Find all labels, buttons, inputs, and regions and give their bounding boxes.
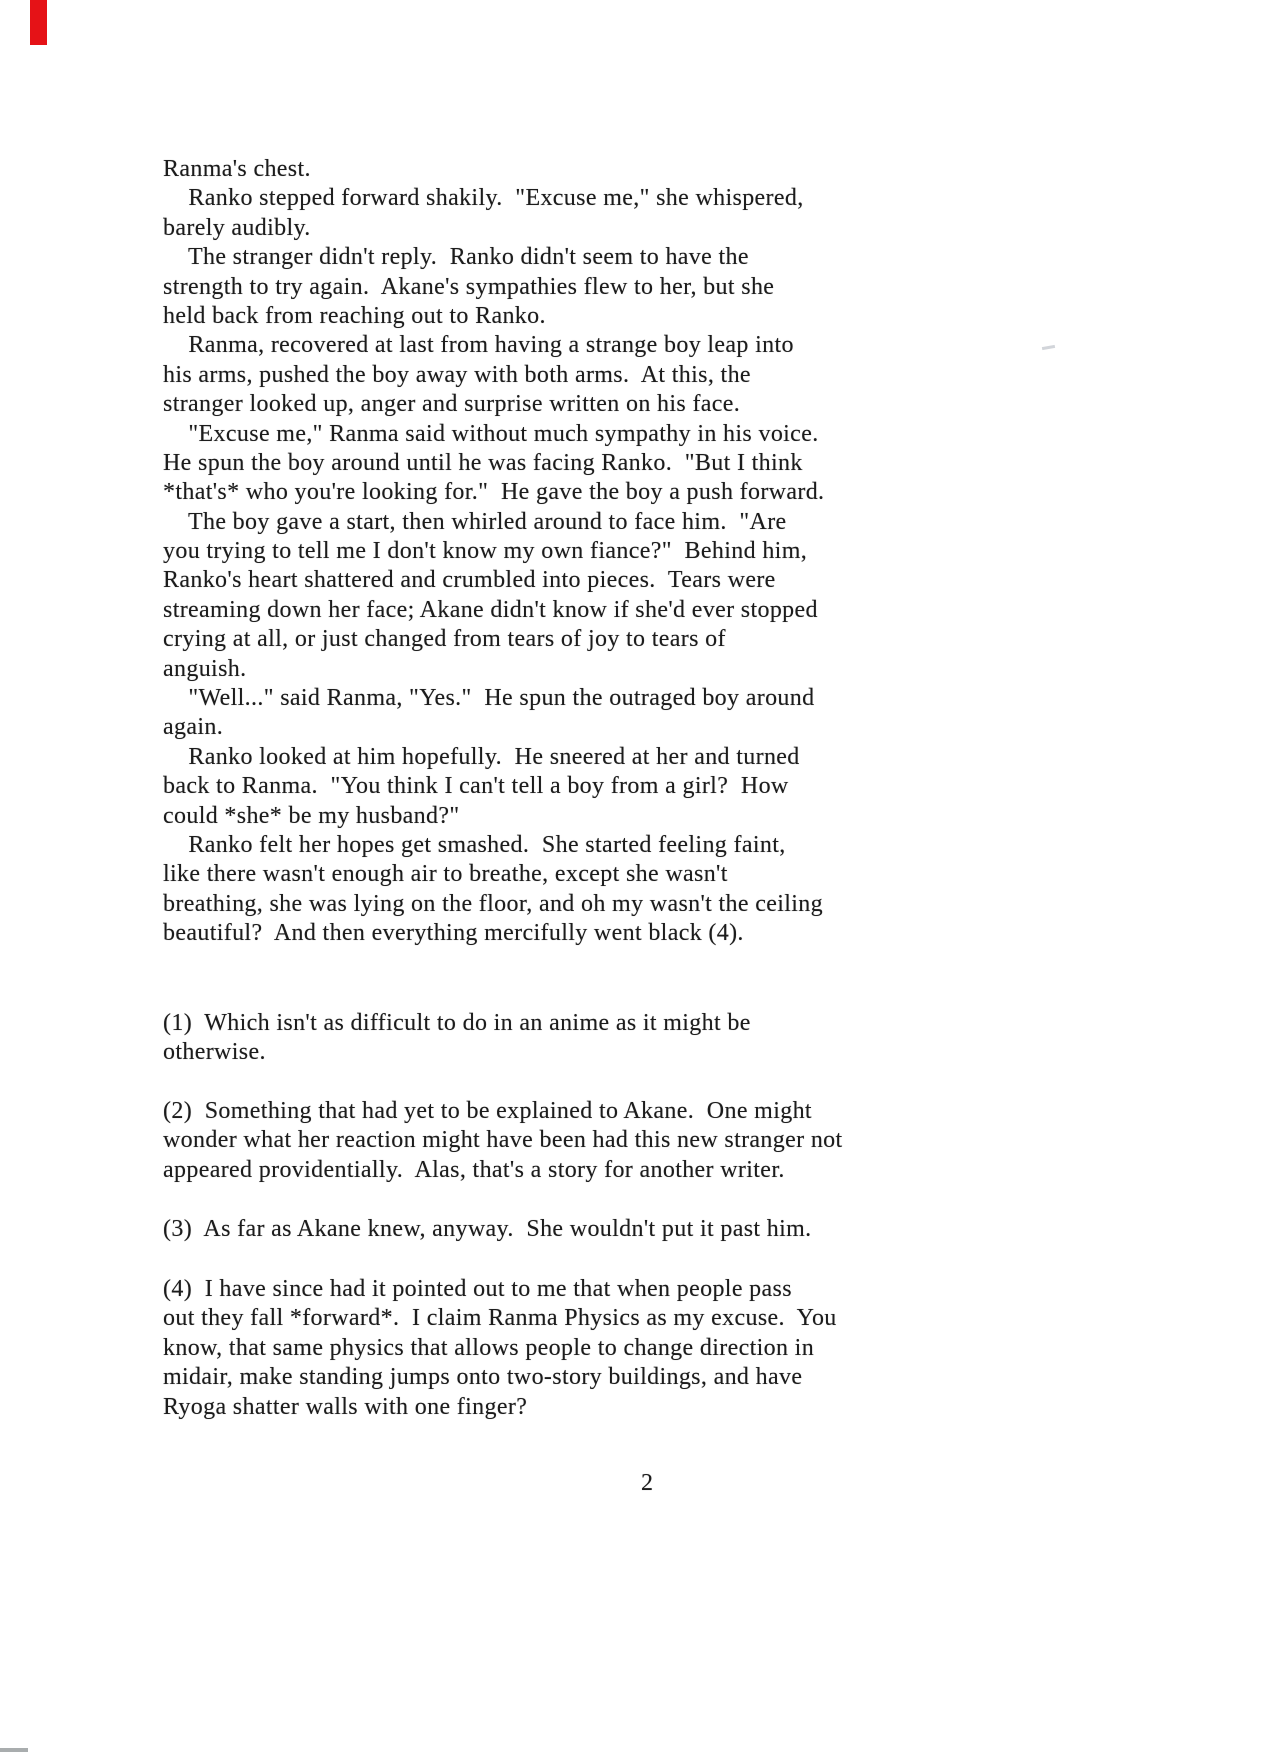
text-line: Ranko stepped forward shakily. "Excuse me," she whispered, xyxy=(163,185,804,212)
text-line: (2) Something that had yet to be explained to Akane. One might xyxy=(163,1098,812,1124)
footnote-2 xyxy=(163,1097,943,1185)
scan-artifact-corner-line xyxy=(0,1748,28,1752)
text-line: (4) I have since had it pointed out to me that when people pass xyxy=(163,1276,792,1302)
text-line: could *she* be my husband?" xyxy=(163,802,460,829)
scan-artifact-dash xyxy=(1042,345,1055,350)
text-line: anguish. xyxy=(163,655,247,682)
text-line: barely audibly. xyxy=(163,214,311,241)
footnote-1 xyxy=(163,1009,943,1068)
text-line: out they fall *forward*. I claim Ranma Physics as my excuse. You xyxy=(163,1305,837,1332)
footnote-3 xyxy=(163,1215,943,1244)
story-body-text xyxy=(163,155,943,949)
text-line: held back from reaching out to Ranko. xyxy=(163,302,546,329)
text-line: streaming down her face; Akane didn't know if she'd ever stopped xyxy=(163,596,818,623)
text-line: again. xyxy=(163,714,224,741)
footnote-4 xyxy=(163,1275,943,1422)
text-line: strength to try again. Akane's sympathies flew to her, but she xyxy=(163,273,775,300)
text-line: The boy gave a start, then whirled around to face him. "Are xyxy=(163,508,787,535)
text-line: beautiful? And then everything mercifully went black (4). xyxy=(163,920,744,947)
text-line: Ranko felt her hopes get smashed. She started feeling faint, xyxy=(163,831,786,858)
text-line: (3) As far as Akane knew, anyway. She wouldn't put it past him. xyxy=(163,1216,812,1242)
text-line: his arms, pushed the boy away with both arms. At this, the xyxy=(163,361,751,388)
text-line: appeared providentially. Alas, that's a story for another writer. xyxy=(163,1156,785,1183)
text-line: Ranko's heart shattered and crumbled into pieces. Tears were xyxy=(163,567,776,594)
text-line: "Well..." said Ranma, "Yes." He spun the outraged boy around xyxy=(163,685,815,712)
text-line: Ranma, recovered at last from having a strange boy leap into xyxy=(163,332,794,359)
text-line: back to Ranma. "You think I can't tell a boy from a girl? How xyxy=(163,773,789,800)
text-line: Ranma's chest. xyxy=(163,156,311,182)
text-line: midair, make standing jumps onto two-story buildings, and have xyxy=(163,1364,803,1391)
text-line: (1) Which isn't as difficult to do in an anime as it might be xyxy=(163,1010,751,1036)
text-line: stranger looked up, anger and surprise written on his face. xyxy=(163,391,741,418)
text-line: The stranger didn't reply. Ranko didn't seem to have the xyxy=(163,244,749,271)
text-line: wonder what her reaction might have been had this new stranger not xyxy=(163,1127,843,1154)
text-line: know, that same physics that allows people to change direction in xyxy=(163,1334,815,1361)
text-line: "Excuse me," Ranma said without much sympathy in his voice. xyxy=(163,420,819,447)
red-ink-mark xyxy=(30,0,47,45)
text-line: breathing, she was lying on the floor, and oh my wasn't the ceiling xyxy=(163,890,824,917)
text-line: Ranko looked at him hopefully. He sneered at her and turned xyxy=(163,743,800,770)
text-line: like there wasn't enough air to breathe, except she wasn't xyxy=(163,861,728,888)
text-line: you trying to tell me I don't know my own fiance?" Behind him, xyxy=(163,538,808,565)
text-line: crying at all, or just changed from tears of joy to tears of xyxy=(163,626,726,653)
text-line: He spun the boy around until he was facing Ranko. "But I think xyxy=(163,449,803,476)
text-line: otherwise. xyxy=(163,1039,266,1066)
text-line: Ryoga shatter walls with one finger? xyxy=(163,1393,528,1420)
text-line: *that's* who you're looking for." He gave the boy a push forward. xyxy=(163,479,825,506)
page-number: 2 xyxy=(641,1470,653,1496)
